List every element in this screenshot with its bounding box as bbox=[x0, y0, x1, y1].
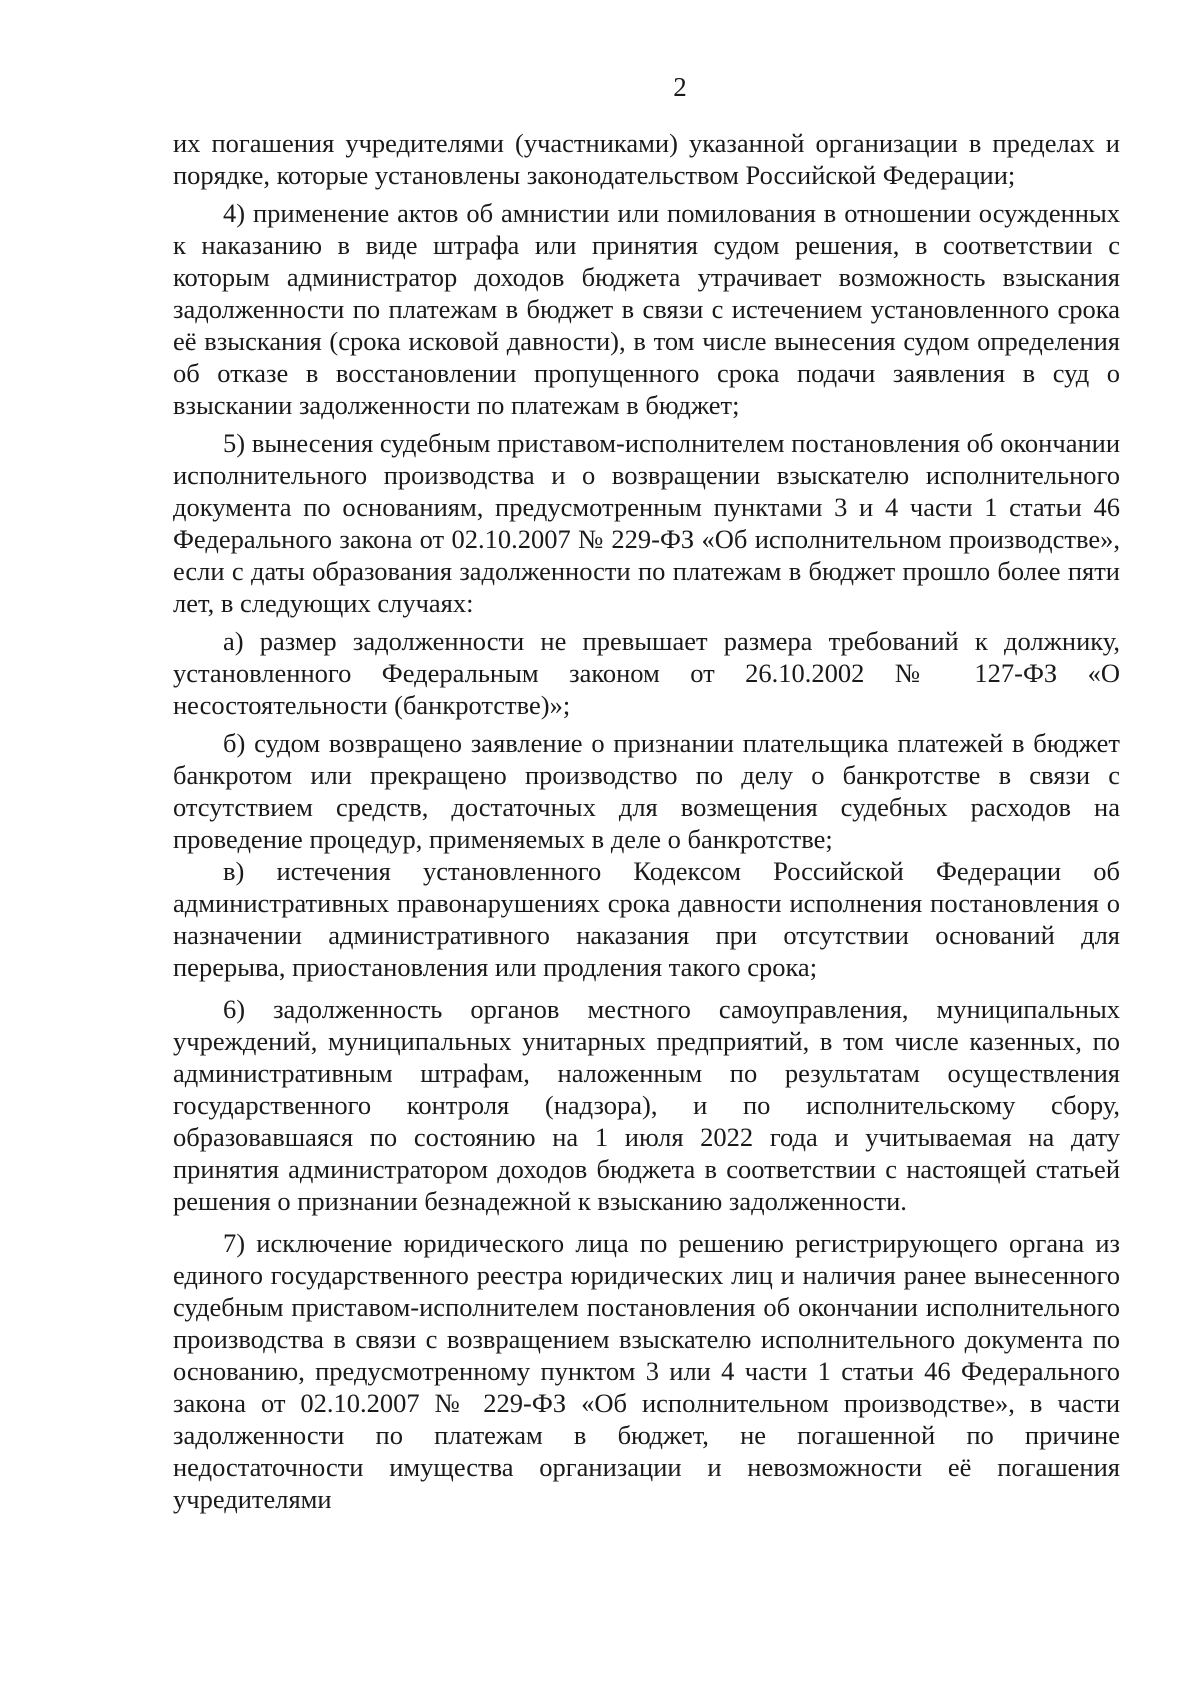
paragraph-item-7: 7) исключение юридического лица по решению регистрирующего органа из единого государственного реестра юридических лиц и наличия ранее вынесенного судебным приставом-исполнителем постановления об окончании исполнительного производства в связи с возвращением взыскателю исполнительного документа по основанию, предусмотренному пунктом 3 или 4 части 1 статьи 46 Федерального закона от 02.10.2007 № 229-ФЗ «Об исполнительном производстве», в части задолженности по платежам в бюджет, не погашенной по причине недостаточности имущества организации и невозможности её погашения учредителями bbox=[173, 1228, 1120, 1514]
document-body bbox=[173, 127, 1120, 1515]
paragraph-subitem-a: а) размер задолженности не превышает размера требований к должнику, установленного Федеральным законом от 26.10.2002 № 127-ФЗ «О несостоятельности (банкротстве)»; bbox=[173, 626, 1120, 720]
page-number: 2 bbox=[673, 72, 687, 102]
paragraph-item-4: 4) применение актов об амнистии или помилования в отношении осужденных к наказанию в виде штрафа или принятия судом решения, в соответствии с которым администратор доходов бюджета утрачивает возможность взыскания задолженности по платежам в бюджет в связи с истечением установленного срока её взыскания (срока исковой давности), в том числе вынесения судом определения об отказе в восстановлении пропущенного срока подачи заявления в суд о взыскании задолженности по платежам в бюджет; bbox=[173, 198, 1120, 420]
paragraph-subitem-v: в) истечения установленного Кодексом Российской Федерации об административных правонарушениях срока давности исполнения постановления о назначении административного наказания при отсутствии оснований для перерыва, приостановления или продления такого срока; bbox=[173, 856, 1120, 982]
paragraph-subitem-b: б) судом возвращено заявление о признании плательщика платежей в бюджет банкротом или прекращено производство по делу о банкротстве в связи с отсутствием средств, достаточных для возмещения судебных расходов на проведение процедур, применяемых в деле о банкротстве; bbox=[173, 728, 1120, 854]
paragraph-continuation: их погашения учредителями (участниками) указанной организации в пределах и порядке, которые установлены законодательством Российской Федерации; bbox=[173, 128, 1120, 190]
paragraph-item-5: 5) вынесения судебным приставом-исполнителем постановления об окончании исполнительного производства и о возвращении взыскателю исполнительного документа по основаниям, предусмотренным пунктами 3 и 4 части 1 статьи 46 Федерального закона от 02.10.2007 № 229-ФЗ «Об исполнительном производстве», если с даты образования задолженности по платежам в бюджет прошло более пяти лет, в следующих случаях: bbox=[173, 428, 1120, 618]
paragraph-item-6: 6) задолженность органов местного самоуправления, муниципальных учреждений, муниципальных унитарных предприятий, в том числе казенных, по административным штрафам, наложенным по результатам осуществления государственного контроля (надзора), и по исполнительскому сбору, образовавшаяся по состоянию на 1 июля 2022 года и учитываемая на дату принятия администратором доходов бюджета в соответствии с настоящей статьей решения о признании безнадежной к взысканию задолженности. bbox=[173, 994, 1120, 1216]
